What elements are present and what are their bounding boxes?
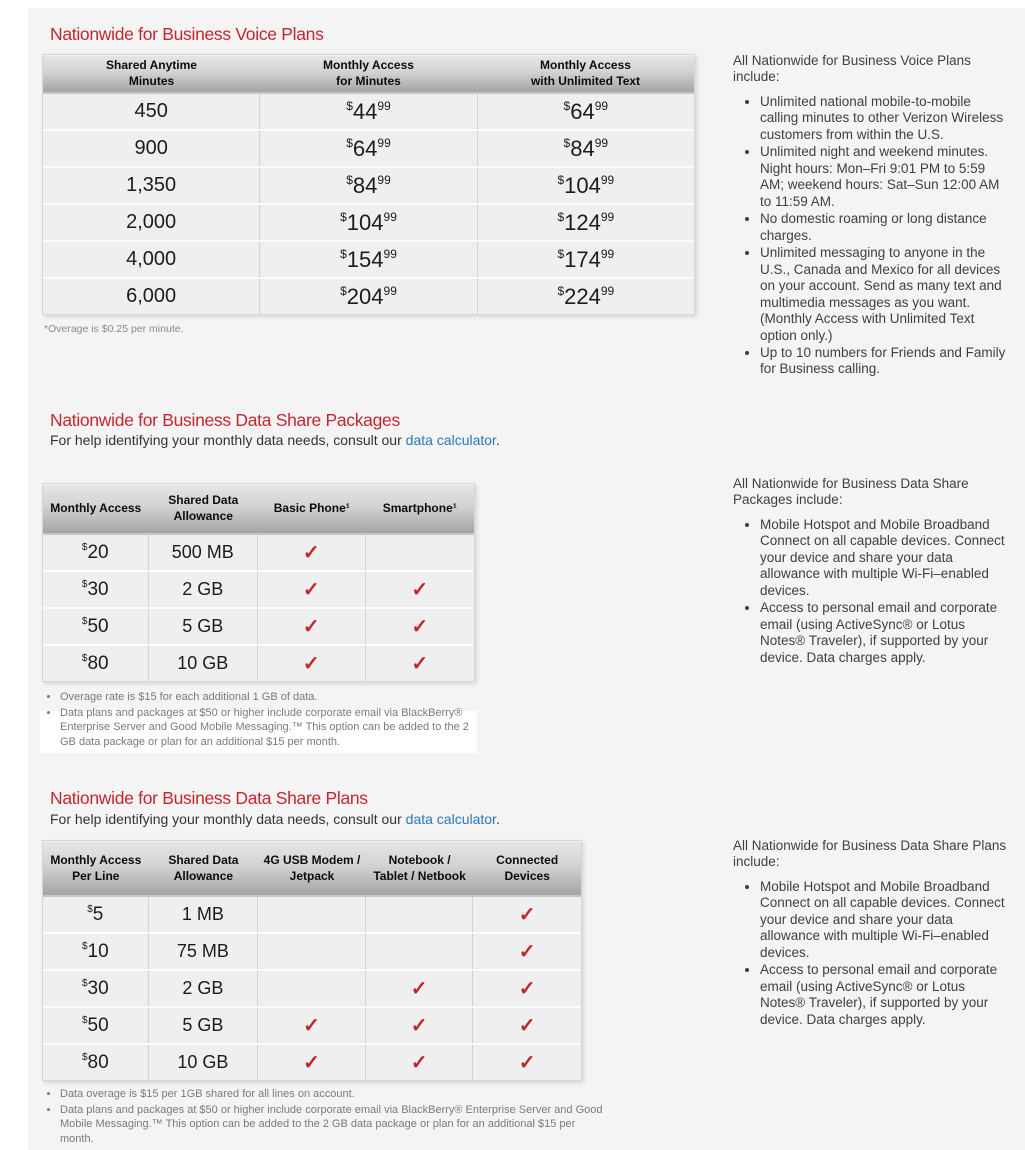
data-calculator-link[interactable]: data calculator — [405, 811, 496, 827]
section-title-data-share-plans: Nationwide for Business Data Share Plans — [50, 788, 368, 808]
check-cell — [366, 1045, 474, 1080]
footnote-item: • Overage rate is $15 for each additional 1 GB of data. — [60, 690, 478, 705]
bullet-item: • Mobile Hotspot and Mobile Broadband Connect on all capable devices. Connect your device and share your data allowance with multiple Wi-Fi–enabled devices. — [760, 879, 1011, 961]
check-cell — [258, 1008, 366, 1043]
price-cell: $ 84 99 — [260, 168, 477, 203]
check-icon: ✓ — [410, 978, 428, 1000]
check-cell — [366, 572, 475, 607]
packages-sidebar — [733, 476, 1011, 667]
check-icon: ✓ — [411, 579, 429, 601]
minutes-cell: 6,000 — [43, 279, 260, 314]
price-cell: $ 44 99 — [260, 94, 477, 129]
data-calculator-link[interactable]: data calculator — [405, 432, 496, 448]
allowance-cell: 500 MB — [149, 535, 259, 570]
price-cell: $ 204 99 — [260, 279, 477, 314]
check-icon: ✓ — [302, 542, 320, 564]
header-monthly-access-per-line: Monthly Access Per Line — [50, 852, 142, 883]
bullet-item: • Access to personal email and corporate email (using ActiveSync® or Lotus Notes® Traveler), if supported by your device. Data charges apply. — [760, 962, 1011, 1028]
table-header-row — [43, 55, 694, 94]
price-cell: $ 80 — [43, 1045, 149, 1080]
section-title-data-share-packages: Nationwide for Business Data Share Packages — [50, 410, 400, 430]
check-icon: ✓ — [518, 941, 536, 963]
price-cell: $ 174 99 — [557, 246, 615, 272]
table-row — [43, 168, 694, 205]
check-icon: ✓ — [518, 1052, 536, 1074]
check-icon: ✓ — [302, 616, 320, 638]
data-share-plans-table — [42, 840, 582, 1081]
sidebar-bullet-list — [733, 517, 1011, 666]
price-cell: $ 50 — [43, 1008, 149, 1043]
bullet-item: • Mobile Hotspot and Mobile Broadband Connect on all capable devices. Connect your device and share your data allowance with multiple Wi-Fi–enabled devices. — [760, 517, 1011, 599]
bullet-item: • Up to 10 numbers for Friends and Family for Business calling. — [760, 345, 1011, 378]
price-cell: $ 30 — [43, 971, 149, 1006]
check-cell — [473, 934, 581, 969]
data-share-packages-table — [42, 483, 475, 682]
header-monthly-access-unlimited-text: Monthly Access with Unlimited Text — [530, 58, 641, 88]
table-row — [43, 971, 581, 1008]
packages-footnotes — [44, 690, 478, 750]
table-row — [43, 646, 474, 681]
check-cell — [366, 535, 475, 570]
voice-plans-table — [42, 54, 695, 315]
allowance-cell: 5 GB — [149, 1008, 259, 1043]
check-cell — [258, 535, 366, 570]
allowance-cell: 75 MB — [149, 934, 259, 969]
price-cell: $ 5 — [43, 897, 149, 932]
allowance-cell: 1 MB — [149, 897, 259, 932]
intro-text: For help identifying your monthly data needs, consult our — [50, 811, 406, 827]
bullet-item: • No domestic roaming or long distance charges. — [760, 211, 1011, 244]
check-icon: ✓ — [303, 1015, 320, 1037]
header-notebook-tablet-netbook: Notebook / Tablet / Netbook — [373, 852, 466, 883]
price-cell: $ 30 — [43, 572, 149, 607]
table-row — [43, 205, 694, 242]
check-icon: ✓ — [411, 653, 429, 675]
sidebar-bullet-list — [733, 94, 1011, 378]
check-cell — [258, 1045, 366, 1080]
sidebar-heading: All Nationwide for Business Data Share Plans include: — [733, 838, 1007, 870]
bullet-item: • Access to personal email and corporate email (using ActiveSync® or Lotus Notes® Traveler), if supported by your device. Data charges apply. — [760, 600, 1011, 666]
sidebar-heading: All Nationwide for Business Voice Plans include: — [733, 53, 971, 85]
check-cell — [366, 609, 475, 644]
table-header-row — [43, 484, 474, 535]
check-cell — [258, 934, 366, 969]
check-icon: ✓ — [302, 653, 320, 675]
check-icon: ✓ — [411, 616, 429, 638]
check-cell — [258, 609, 366, 644]
allowance-cell: 5 GB — [149, 609, 259, 644]
price-cell: $ 64 99 — [260, 131, 477, 166]
header-shared-data-allowance: Shared Data Allowance — [168, 852, 239, 883]
bullet-item: • Unlimited national mobile-to-mobile calling minutes to other Verizon Wireless customers from within the U.S. — [760, 94, 1011, 143]
table-row — [43, 279, 694, 314]
minutes-cell: 1,350 — [43, 168, 260, 203]
price-cell: $ 84 99 — [563, 135, 609, 161]
allowance-cell: 10 GB — [149, 1045, 259, 1080]
check-cell — [366, 897, 474, 932]
price-cell: $ 154 99 — [260, 242, 477, 277]
price-cell: $ 104 99 — [557, 172, 615, 198]
price-cell: $ 80 — [43, 646, 149, 681]
price-cell: $ 50 — [43, 609, 149, 644]
check-cell — [258, 971, 366, 1006]
check-icon: ✓ — [302, 579, 320, 601]
header-4g-usb-modem-jetpack: 4G USB Modem / Jetpack — [263, 852, 361, 883]
intro-text: For help identifying your monthly data needs, consult our — [50, 432, 406, 448]
table-row — [43, 535, 474, 572]
footnote-item: • Data plans and packages at $50 or higher include corporate email via BlackBerry® Enterprise Server and Good Mobile Messaging.™ This option can be added to the 2 GB data package or plan for an additional $15 per month. — [60, 1103, 604, 1147]
voice-overage-footnote: *Overage is $0.25 per minute. — [44, 323, 184, 335]
price-cell: $ 64 99 — [563, 98, 609, 124]
section-title-voice-plans: Nationwide for Business Voice Plans — [50, 24, 324, 44]
check-icon: ✓ — [303, 1052, 320, 1074]
allowance-cell: 10 GB — [149, 646, 259, 681]
plans-sidebar — [733, 838, 1011, 1029]
header-smartphone: Smartphone¹ — [382, 501, 457, 516]
header-connected-devices: Connected Devices — [496, 852, 559, 883]
allowance-cell: 2 GB — [149, 971, 259, 1006]
check-cell — [366, 646, 475, 681]
table-row — [43, 934, 581, 971]
footnote-item: • Data overage is $15 per 1GB shared for all lines on account. — [60, 1087, 604, 1102]
table-row — [43, 897, 581, 934]
intro-text: . — [495, 432, 500, 448]
check-cell — [258, 897, 366, 932]
check-cell — [258, 646, 366, 681]
bullet-item: • Unlimited night and weekend minutes. Night hours: Mon–Fri 9:01 PM to 5:59 AM; weekend hours: Sat–Sun 12:00 AM to 11:59 AM. — [760, 144, 1011, 210]
minutes-cell: 2,000 — [43, 205, 260, 240]
table-row — [43, 1045, 581, 1080]
check-cell — [473, 971, 581, 1006]
price-cell: $ 104 99 — [260, 205, 477, 240]
check-cell — [473, 897, 581, 932]
sidebar-bullet-list — [733, 879, 1011, 1028]
minutes-cell: 4,000 — [43, 242, 260, 277]
header-shared-anytime-minutes: Shared Anytime Minutes — [106, 58, 197, 88]
minutes-cell: 900 — [43, 131, 260, 166]
minutes-cell: 450 — [43, 94, 260, 129]
table-row — [43, 94, 694, 131]
table-row — [43, 1008, 581, 1045]
check-cell — [473, 1045, 581, 1080]
price-cell: $ 20 — [43, 535, 149, 570]
check-cell — [366, 934, 474, 969]
table-row — [43, 609, 474, 646]
header-basic-phone: Basic Phone¹ — [273, 501, 350, 516]
header-monthly-access: Monthly Access — [50, 501, 142, 516]
check-cell — [366, 971, 474, 1006]
plans-footnotes — [44, 1087, 604, 1147]
sidebar-heading: All Nationwide for Business Data Share Packages include: — [733, 476, 969, 508]
header-monthly-access-minutes: Monthly Access for Minutes — [323, 58, 414, 88]
plans-intro — [50, 811, 500, 827]
price-cell: $ 224 99 — [557, 283, 615, 309]
table-header-row — [43, 841, 581, 897]
intro-text: . — [495, 811, 500, 827]
packages-intro — [50, 432, 500, 448]
check-icon: ✓ — [518, 1015, 536, 1037]
check-icon: ✓ — [410, 1015, 428, 1037]
table-row — [43, 242, 694, 279]
check-icon: ✓ — [410, 1052, 428, 1074]
check-cell — [366, 1008, 474, 1043]
check-cell — [473, 1008, 581, 1043]
price-cell: $ 124 99 — [557, 209, 615, 235]
price-cell: $ 10 — [43, 934, 149, 969]
voice-sidebar — [733, 53, 1011, 379]
table-row — [43, 572, 474, 609]
check-cell — [258, 572, 366, 607]
bullet-item: • Unlimited messaging to anyone in the U.S., Canada and Mexico for all devices on your account. Send as many text and multimedia messages as you want. (Monthly Access with Unlimited Text option only.) — [760, 245, 1011, 344]
header-shared-data-allowance: Shared Data Allowance — [168, 493, 239, 523]
allowance-cell: 2 GB — [149, 572, 259, 607]
table-row — [43, 131, 694, 168]
check-icon: ✓ — [518, 904, 536, 926]
check-icon: ✓ — [518, 978, 536, 1000]
footnote-item: • Data plans and packages at $50 or higher include corporate email via BlackBerry® Enterprise Server and Good Mobile Messaging.™ This option can be added to the 2 GB data package or plan for an additional $15 per month. — [60, 706, 478, 750]
